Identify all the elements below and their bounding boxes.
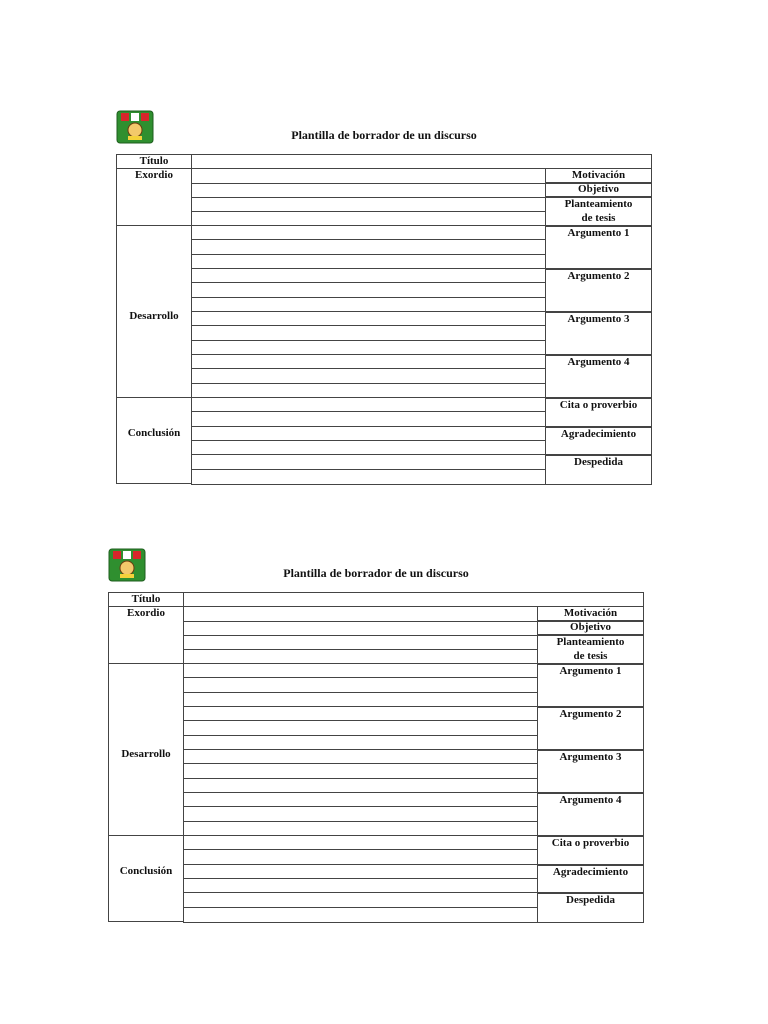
writing-line[interactable] [191, 340, 546, 355]
writing-line[interactable] [183, 778, 538, 793]
label-objetivo: Objetivo [570, 621, 611, 633]
writing-line[interactable] [183, 821, 538, 836]
writing-line[interactable] [183, 663, 538, 678]
speech-template-table [116, 154, 652, 486]
label-planteamiento-line2: de tesis [581, 212, 616, 224]
writing-line[interactable] [191, 325, 546, 341]
writing-line[interactable] [183, 849, 538, 865]
writing-line[interactable] [191, 426, 546, 441]
writing-line[interactable] [183, 649, 538, 664]
writing-line[interactable] [183, 878, 538, 893]
writing-line[interactable] [183, 835, 538, 850]
writing-line[interactable] [191, 311, 546, 326]
writing-line[interactable] [191, 368, 546, 384]
label-titulo: Título [139, 155, 169, 167]
title-writing-line[interactable] [183, 592, 644, 607]
writing-line[interactable] [191, 254, 546, 269]
writing-line[interactable] [191, 183, 546, 198]
writing-line[interactable] [183, 806, 538, 822]
label-titulo: Título [131, 593, 161, 605]
label-planteamiento-line1: Planteamiento [556, 636, 625, 648]
label-cita: Cita o proverbio [559, 399, 638, 411]
label-argumento4: Argumento 4 [559, 794, 622, 806]
label-agradecimiento: Agradecimiento [560, 428, 637, 440]
writing-line[interactable] [191, 282, 546, 298]
label-planteamiento-line2: de tesis [573, 650, 608, 662]
writing-line[interactable] [183, 735, 538, 750]
speech-template-table [108, 592, 644, 924]
label-exordio: Exordio [135, 169, 173, 181]
writing-line[interactable] [183, 621, 538, 636]
writing-line[interactable] [191, 469, 546, 485]
writing-line[interactable] [191, 411, 546, 427]
writing-line[interactable] [191, 397, 546, 412]
title-writing-line[interactable] [191, 154, 652, 169]
writing-line[interactable] [191, 354, 546, 369]
writing-line[interactable] [183, 792, 538, 807]
writing-line[interactable] [183, 749, 538, 764]
label-argumento2: Argumento 2 [559, 708, 622, 720]
label-exordio: Exordio [127, 607, 165, 619]
label-motivacion: Motivación [571, 169, 626, 181]
label-conclusion: Conclusión [127, 427, 181, 439]
writing-line[interactable] [183, 606, 538, 622]
writing-line[interactable] [191, 297, 546, 312]
writing-line[interactable] [191, 268, 546, 283]
writing-line[interactable] [183, 677, 538, 693]
writing-line[interactable] [183, 720, 538, 736]
label-objetivo: Objetivo [578, 183, 619, 195]
label-argumento4: Argumento 4 [567, 356, 630, 368]
label-cita: Cita o proverbio [551, 837, 630, 849]
writing-line[interactable] [183, 692, 538, 707]
writing-line[interactable] [183, 907, 538, 923]
label-desarrollo: Desarrollo [121, 748, 171, 760]
writing-line[interactable] [183, 706, 538, 721]
label-conclusion: Conclusión [119, 865, 173, 877]
label-argumento1: Argumento 1 [559, 665, 622, 677]
writing-line[interactable] [191, 440, 546, 455]
label-argumento3: Argumento 3 [567, 313, 630, 325]
writing-line[interactable] [183, 864, 538, 879]
label-despedida: Despedida [574, 456, 623, 468]
writing-line[interactable] [183, 635, 538, 650]
writing-line[interactable] [191, 211, 546, 226]
writing-line[interactable] [191, 168, 546, 184]
label-desarrollo: Desarrollo [129, 310, 179, 322]
template-title: Plantilla de borrador de un discurso [283, 566, 469, 580]
writing-line[interactable] [191, 454, 546, 470]
label-argumento2: Argumento 2 [567, 270, 630, 282]
label-planteamiento-line1: Planteamiento [564, 198, 633, 210]
label-motivacion: Motivación [563, 607, 618, 619]
label-argumento3: Argumento 3 [559, 751, 622, 763]
writing-line[interactable] [191, 383, 546, 398]
writing-line[interactable] [191, 225, 546, 240]
template-title: Plantilla de borrador de un discurso [291, 128, 477, 142]
writing-line[interactable] [191, 197, 546, 212]
writing-line[interactable] [183, 763, 538, 779]
label-argumento1: Argumento 1 [567, 227, 630, 239]
label-despedida: Despedida [566, 894, 615, 906]
label-agradecimiento: Agradecimiento [552, 866, 629, 878]
writing-line[interactable] [191, 239, 546, 255]
writing-line[interactable] [183, 892, 538, 908]
